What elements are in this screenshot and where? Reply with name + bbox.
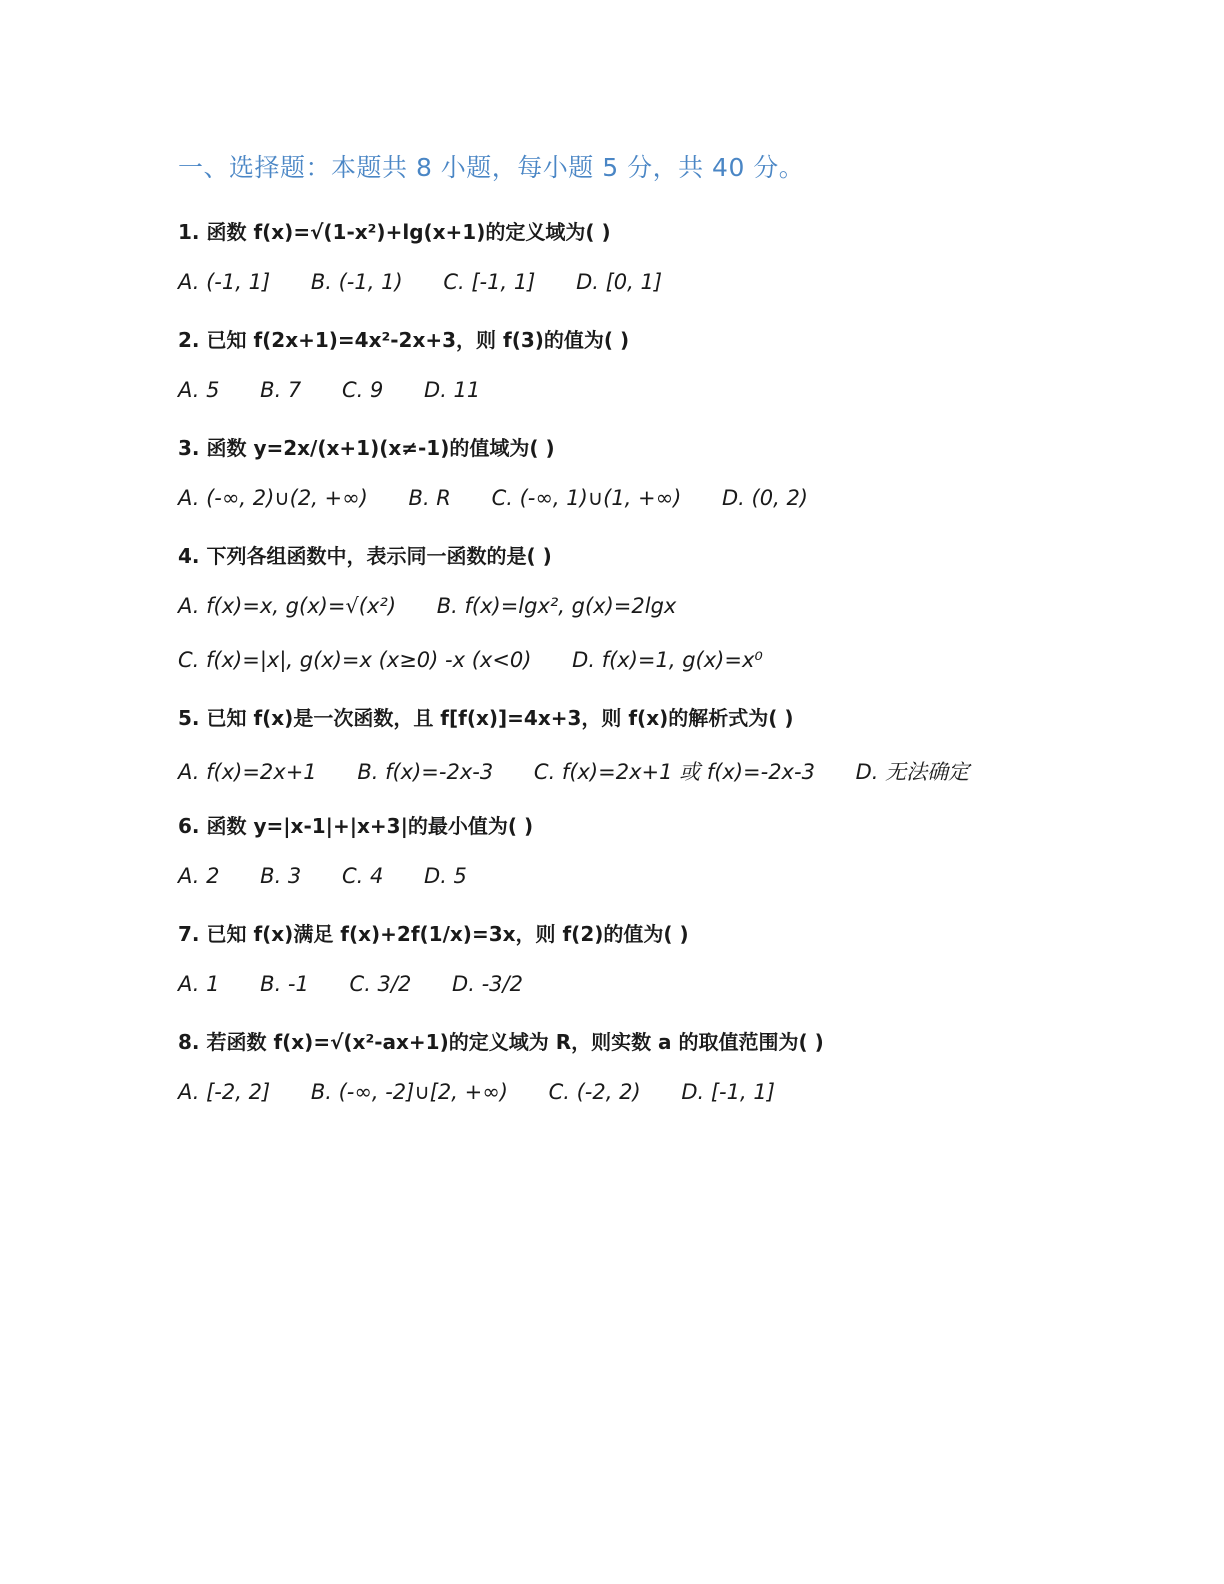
option-c: C. 3/2 [349, 972, 412, 996]
option-c: C. (-∞, 1)∪(1, +∞) [491, 486, 682, 510]
option-c: C. 4 [341, 864, 384, 888]
option-d: D. -3/2 [452, 972, 523, 996]
option-a: A. (-1, 1] [178, 270, 271, 294]
option-d: D. 无法确定 [855, 760, 970, 784]
option-a: A. 2 [178, 864, 220, 888]
question-5-stem: 5. 已知 f(x)是一次函数，且 f[f(x)]=4x+3，则 f(x)的解析式为( ) [178, 706, 794, 730]
question-7-options [178, 972, 523, 996]
option-a: A. f(x)=2x+1 [178, 760, 317, 784]
option-c: C. f(x)=|x|, g(x)=x (x≥0) -x (x<0) [178, 648, 532, 672]
option-b: B. f(x)=-2x-3 [357, 760, 494, 784]
question-6-stem: 6. 函数 y=|x-1|+|x+3|的最小值为( ) [178, 814, 534, 838]
question-2-stem: 2. 已知 f(2x+1)=4x²-2x+3，则 f(3)的值为( ) [178, 328, 630, 352]
question-6-options [178, 864, 467, 888]
question-1-stem: 1. 函数 f(x)=√(1-x²)+lg(x+1)的定义域为( ) [178, 220, 611, 244]
option-c: C. f(x)=2x+1 或 f(x)=-2x-3 [533, 760, 815, 784]
question-4-options-row-2 [178, 648, 763, 672]
question-1-options [178, 270, 662, 294]
question-3-options [178, 486, 808, 510]
section-title: 一、选择题：本题共 8 小题，每小题 5 分，共 40 分。 [178, 153, 805, 182]
question-3-stem: 3. 函数 y=2x/(x+1)(x≠-1)的值域为( ) [178, 436, 555, 460]
option-b: B. (-∞, -2]∪[2, +∞) [310, 1080, 508, 1104]
option-b: B. 3 [260, 864, 302, 888]
option-b: B. R [408, 486, 451, 510]
option-d: D. [-1, 1] [681, 1080, 775, 1104]
question-4-options-row-1 [178, 594, 676, 618]
option-d: D. 11 [424, 378, 481, 402]
option-b: B. (-1, 1) [310, 270, 403, 294]
option-b: B. -1 [260, 972, 309, 996]
option-b: B. f(x)=lgx², g(x)=2lgx [436, 594, 677, 618]
question-4-stem: 4. 下列各组函数中，表示同一函数的是( ) [178, 544, 552, 568]
question-7-stem: 7. 已知 f(x)满足 f(x)+2f(1/x)=3x，则 f(2)的值为( ) [178, 922, 689, 946]
option-c: C. [-1, 1] [443, 270, 536, 294]
question-8-options [178, 1080, 775, 1104]
option-a: A. f(x)=x, g(x)=√(x²) [178, 594, 397, 618]
option-a: A. (-∞, 2)∪(2, +∞) [178, 486, 368, 510]
option-b: B. 7 [260, 378, 302, 402]
option-c: C. 9 [341, 378, 384, 402]
question-5-options [178, 756, 969, 786]
option-a: A. 1 [178, 972, 220, 996]
option-d: D. 5 [424, 864, 467, 888]
option-a: A. 5 [178, 378, 220, 402]
option-d: D. (0, 2) [722, 486, 808, 510]
question-8-stem: 8. 若函数 f(x)=√(x²-ax+1)的定义域为 R，则实数 a 的取值范围为( ) [178, 1030, 824, 1054]
option-a: A. [-2, 2] [178, 1080, 271, 1104]
option-c: C. (-2, 2) [548, 1080, 641, 1104]
option-d: D. [0, 1] [576, 270, 663, 294]
option-d: D. f(x)=1, g(x)=x⁰ [572, 648, 763, 672]
question-2-options [178, 378, 480, 402]
